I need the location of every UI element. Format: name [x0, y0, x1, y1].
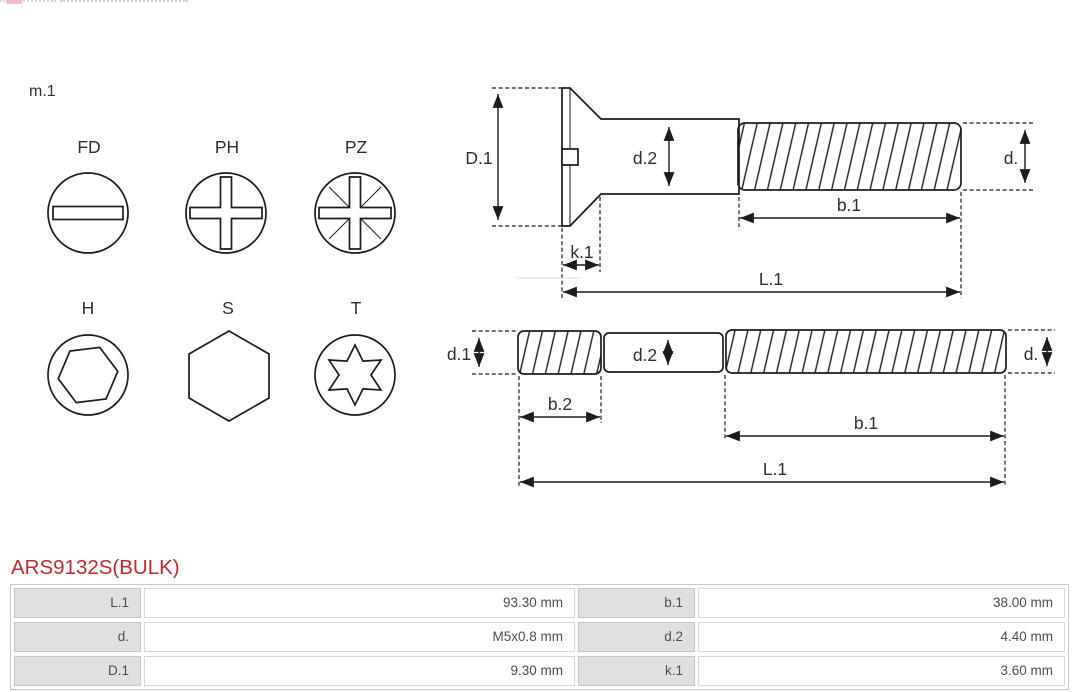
- stud-shank: [604, 333, 723, 372]
- spec-label: b.1: [578, 588, 695, 618]
- dim-d-bottom: [1008, 330, 1055, 373]
- s-label: S: [222, 298, 234, 318]
- stud-thread-right: [726, 330, 1006, 373]
- spec-value: 93.30 mm: [144, 588, 575, 618]
- stud-thread-left: [518, 331, 601, 374]
- dim-label-d2: d.2: [632, 148, 658, 168]
- fd-head-icon: [48, 137, 128, 253]
- dim-label-k1: k.1: [570, 242, 594, 262]
- spec-label: L.1: [14, 588, 141, 618]
- dim-label-L1: L.1: [758, 269, 784, 289]
- dim-d1: [447, 331, 516, 374]
- dim-L1-bottom: [520, 459, 1004, 482]
- spec-row: [14, 656, 1065, 686]
- fd-label: FD: [77, 137, 101, 157]
- spec-label: k.1: [578, 656, 695, 686]
- product-code: ARS9132S(BULK): [11, 556, 180, 579]
- corner-note: m.1: [29, 83, 56, 100]
- dim-label-d2: d.2: [632, 345, 658, 365]
- spec-value: 38.00 mm: [698, 588, 1065, 618]
- hex-head-icon: [189, 298, 269, 421]
- screw-thread: [738, 123, 961, 190]
- dim-label-D1: D.1: [465, 148, 493, 168]
- pz-label: PZ: [344, 137, 368, 157]
- dim-label-d1: d.1: [446, 344, 472, 364]
- dim-label-b1: b.1: [836, 195, 862, 215]
- spec-value: M5x0.8 mm: [144, 622, 575, 652]
- dim-label-L1: L.1: [762, 459, 788, 479]
- spec-row: [14, 622, 1065, 652]
- spec-label: d.2: [578, 622, 695, 652]
- torx-head-icon: [315, 298, 395, 415]
- h-label: H: [81, 298, 95, 318]
- t-label: T: [350, 298, 362, 318]
- dim-label-d: d.: [1023, 344, 1039, 364]
- dim-label-b2: b.2: [547, 394, 573, 414]
- dim-b2: [519, 376, 601, 487]
- dim-D1: [465, 88, 562, 226]
- spec-value: 9.30 mm: [144, 656, 575, 686]
- spec-table: [10, 584, 1069, 690]
- ph-label: PH: [214, 137, 240, 157]
- dim-label-b1: b.1: [853, 413, 879, 433]
- dim-d-top: [963, 123, 1033, 190]
- dim-L1-top: [517, 269, 960, 292]
- s-hexagon: [189, 331, 269, 421]
- spec-value: 4.40 mm: [698, 622, 1065, 652]
- fd-slot: [53, 207, 123, 220]
- stud-drawing: [447, 330, 1055, 487]
- ph-head-icon: [186, 137, 266, 253]
- countersunk-screw-drawing: [465, 88, 1033, 298]
- screw-slot: [562, 149, 578, 165]
- spec-label: D.1: [14, 656, 141, 686]
- dim-label-d: d.: [1003, 148, 1019, 168]
- spec-value: 3.60 mm: [698, 656, 1065, 686]
- spec-row: [14, 588, 1065, 618]
- pz-head-icon: [315, 137, 395, 253]
- hex-socket-icon: [48, 298, 128, 415]
- spec-label: d.: [14, 622, 141, 652]
